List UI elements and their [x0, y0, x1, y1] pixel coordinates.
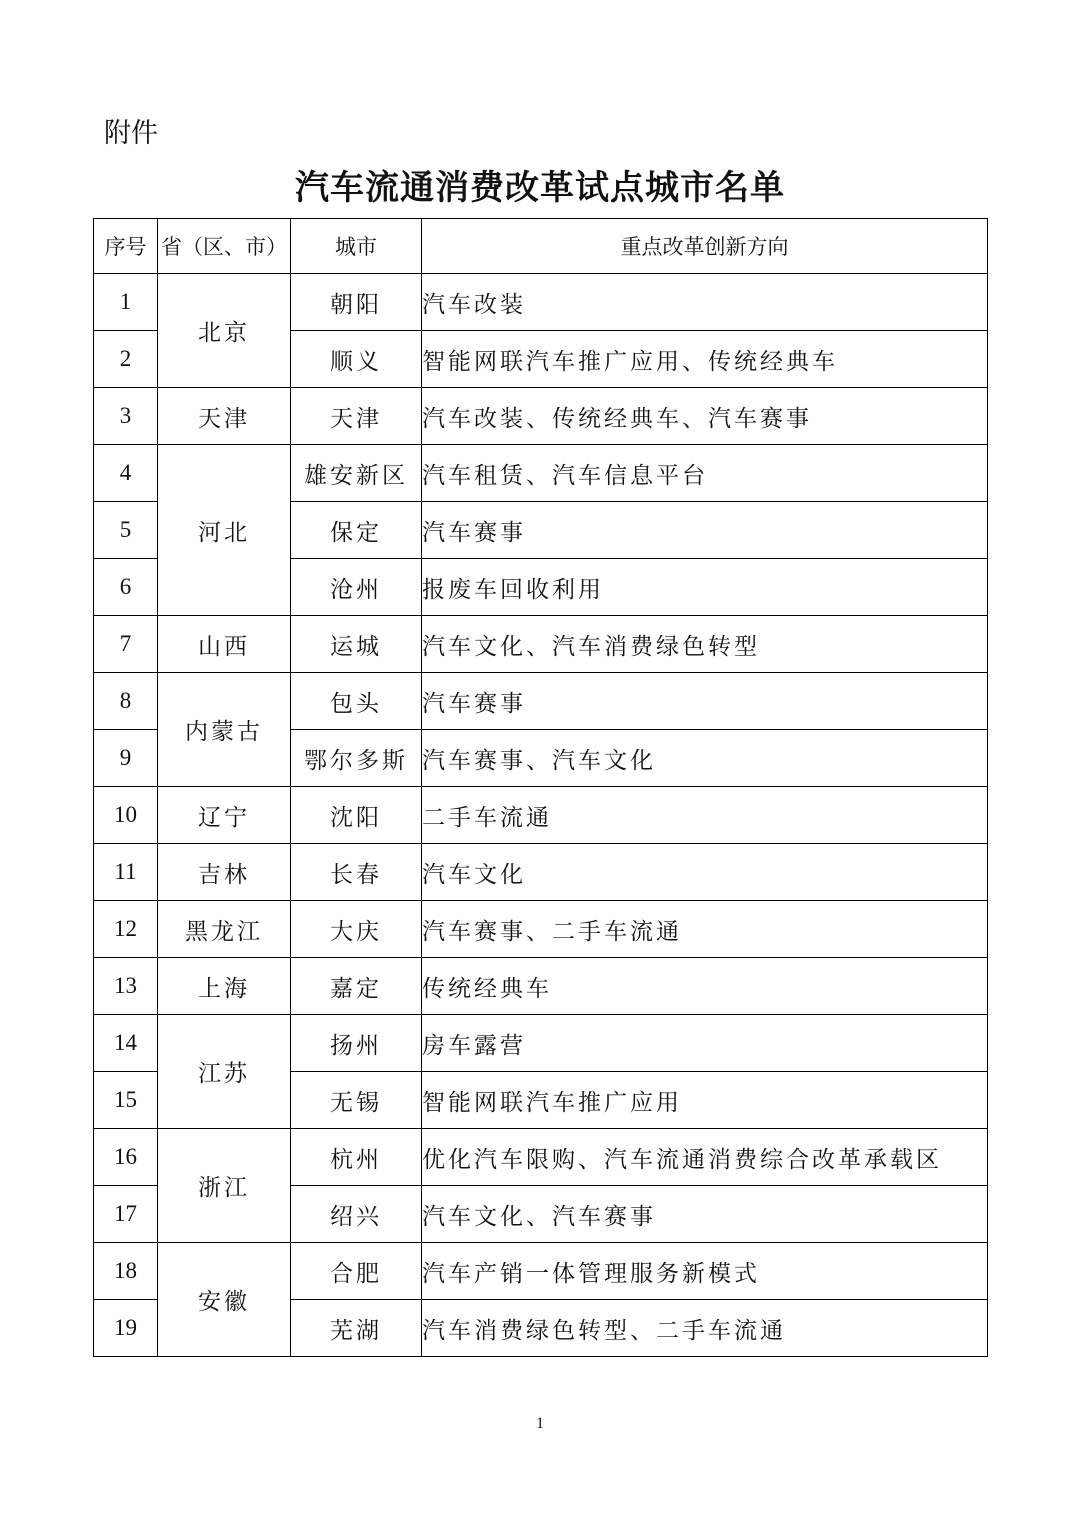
direction-cell: 汽车产销一体管理服务新模式 [422, 1243, 988, 1300]
document-title: 汽车流通消费改革试点城市名单 [295, 168, 785, 208]
direction-cell: 智能网联汽车推广应用、传统经典车 [422, 331, 988, 388]
row-index: 17 [94, 1186, 158, 1243]
province-cell: 安徽 [158, 1243, 291, 1357]
row-index: 19 [94, 1300, 158, 1357]
direction-cell: 优化汽车限购、汽车流通消费综合改革承载区 [422, 1129, 988, 1186]
direction-cell: 二手车流通 [422, 787, 988, 844]
city-cell: 运城 [291, 616, 422, 673]
table-body [94, 274, 988, 1357]
table-row [94, 1015, 988, 1072]
city-cell: 朝阳 [291, 274, 422, 331]
city-cell: 天津 [291, 388, 422, 445]
table-row [94, 616, 988, 673]
table-row [94, 388, 988, 445]
attachment-label: 附件 [104, 118, 158, 149]
direction-cell: 汽车租赁、汽车信息平台 [422, 445, 988, 502]
table-row [94, 673, 988, 730]
row-index: 2 [94, 331, 158, 388]
header-province: 省（区、市） [158, 219, 291, 274]
row-index: 4 [94, 445, 158, 502]
province-cell: 河北 [158, 445, 291, 616]
row-index: 8 [94, 673, 158, 730]
province-cell: 黑龙江 [158, 901, 291, 958]
direction-cell: 汽车赛事、二手车流通 [422, 901, 988, 958]
city-cell: 鄂尔多斯 [291, 730, 422, 787]
table-row [94, 901, 988, 958]
city-cell: 保定 [291, 502, 422, 559]
city-cell: 绍兴 [291, 1186, 422, 1243]
row-index: 13 [94, 958, 158, 1015]
direction-cell: 汽车改装、传统经典车、汽车赛事 [422, 388, 988, 445]
direction-cell: 汽车赛事 [422, 673, 988, 730]
table-row [94, 1129, 988, 1186]
row-index: 3 [94, 388, 158, 445]
province-cell: 浙江 [158, 1129, 291, 1243]
header-direction: 重点改革创新方向 [422, 219, 988, 274]
table-row [94, 787, 988, 844]
table-row [94, 1243, 988, 1300]
city-cell: 无锡 [291, 1072, 422, 1129]
direction-cell: 汽车文化 [422, 844, 988, 901]
table-row [94, 445, 988, 502]
direction-cell: 汽车赛事 [422, 502, 988, 559]
city-cell: 大庆 [291, 901, 422, 958]
city-cell: 杭州 [291, 1129, 422, 1186]
page-number: 1 [536, 1415, 544, 1432]
province-cell: 上海 [158, 958, 291, 1015]
table-header-row [94, 219, 988, 274]
row-index: 14 [94, 1015, 158, 1072]
direction-cell: 汽车改装 [422, 274, 988, 331]
header-city: 城市 [291, 219, 422, 274]
direction-cell: 汽车文化、汽车赛事 [422, 1186, 988, 1243]
city-cell: 雄安新区 [291, 445, 422, 502]
row-index: 16 [94, 1129, 158, 1186]
city-cell: 嘉定 [291, 958, 422, 1015]
direction-cell: 传统经典车 [422, 958, 988, 1015]
direction-cell: 报废车回收利用 [422, 559, 988, 616]
direction-cell: 汽车消费绿色转型、二手车流通 [422, 1300, 988, 1357]
province-cell: 内蒙古 [158, 673, 291, 787]
province-cell: 江苏 [158, 1015, 291, 1129]
table-row [94, 274, 988, 331]
city-cell: 长春 [291, 844, 422, 901]
city-cell: 芜湖 [291, 1300, 422, 1357]
province-cell: 吉林 [158, 844, 291, 901]
province-cell: 北京 [158, 274, 291, 388]
province-cell: 山西 [158, 616, 291, 673]
province-cell: 天津 [158, 388, 291, 445]
province-cell: 辽宁 [158, 787, 291, 844]
row-index: 1 [94, 274, 158, 331]
row-index: 18 [94, 1243, 158, 1300]
direction-cell: 房车露营 [422, 1015, 988, 1072]
row-index: 7 [94, 616, 158, 673]
row-index: 11 [94, 844, 158, 901]
table-row [94, 958, 988, 1015]
city-cell: 沈阳 [291, 787, 422, 844]
row-index: 12 [94, 901, 158, 958]
row-index: 15 [94, 1072, 158, 1129]
city-cell: 扬州 [291, 1015, 422, 1072]
row-index: 10 [94, 787, 158, 844]
header-index: 序号 [94, 219, 158, 274]
row-index: 5 [94, 502, 158, 559]
city-list-table [93, 218, 988, 1357]
city-cell: 包头 [291, 673, 422, 730]
table-row [94, 844, 988, 901]
row-index: 9 [94, 730, 158, 787]
city-cell: 沧州 [291, 559, 422, 616]
row-index: 6 [94, 559, 158, 616]
direction-cell: 汽车文化、汽车消费绿色转型 [422, 616, 988, 673]
city-cell: 顺义 [291, 331, 422, 388]
direction-cell: 智能网联汽车推广应用 [422, 1072, 988, 1129]
city-cell: 合肥 [291, 1243, 422, 1300]
direction-cell: 汽车赛事、汽车文化 [422, 730, 988, 787]
